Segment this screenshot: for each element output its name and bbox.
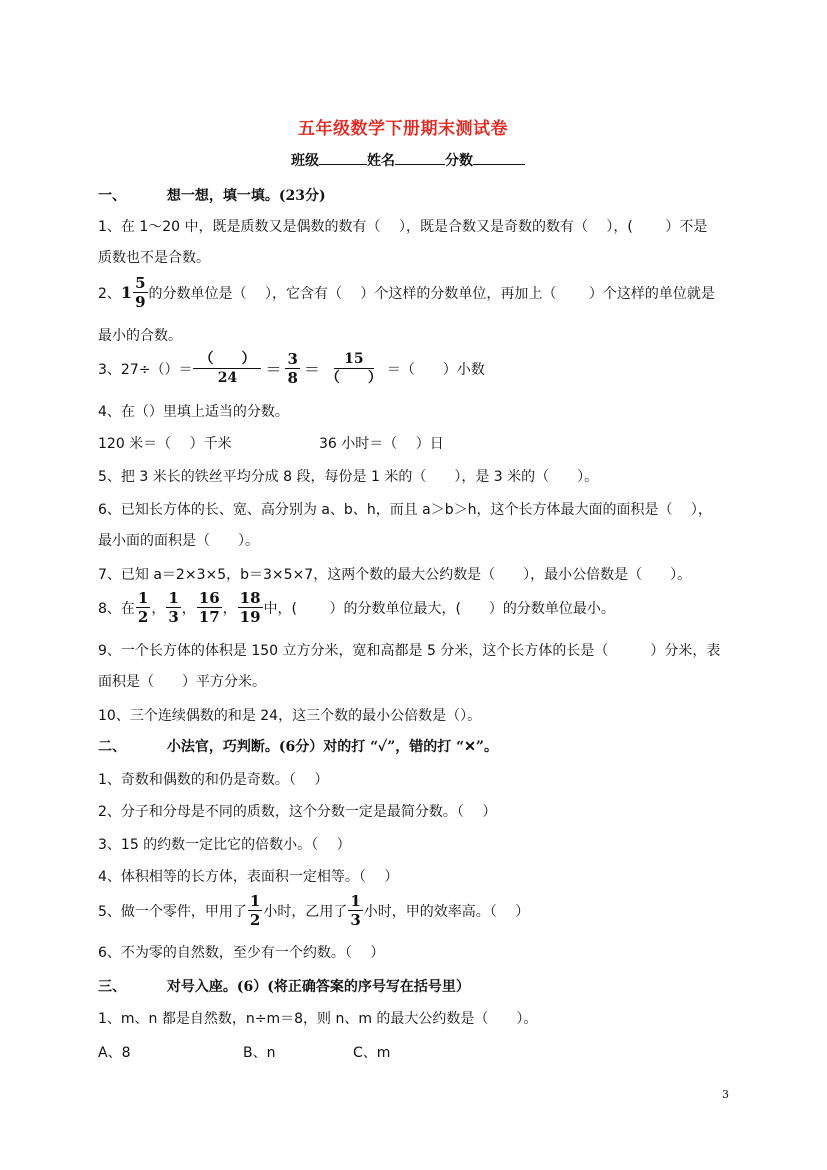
choice-option-a: A、8 [98, 1045, 131, 1061]
question-7: 7、已知 a＝2×3×5，b＝3×5×7，这两个数的最大公约数是（ ），最小公倍数是（ ）。 [98, 567, 692, 583]
numerator: （ ） [193, 350, 261, 369]
equals-sign: ＝ [265, 360, 282, 379]
mixed-whole: 1 [120, 283, 133, 302]
numerator: 1 [249, 892, 261, 910]
choice-option-b: B、n [243, 1045, 276, 1061]
score-blank[interactable] [473, 150, 525, 165]
judge-item-5 [98, 892, 529, 929]
section-3-title: 对号入座。(6）(将正确答案的序号写在括号里） [166, 979, 470, 995]
question-2-line-2: 最小的合数。 [98, 328, 182, 344]
fraction-16-17 [197, 589, 222, 626]
mixed-number [121, 274, 149, 311]
question-1-line-2: 质数也不是合数。 [98, 250, 210, 266]
denominator: 8 [287, 369, 298, 387]
section-1-heading [98, 185, 326, 205]
page-title: 五年级数学下册期末测试卷 [298, 119, 508, 139]
student-info-row [291, 150, 525, 170]
question-4-a: 120 米＝（ ）千米 [98, 436, 232, 452]
numerator: 1 [168, 589, 179, 607]
class-blank[interactable] [319, 150, 367, 165]
denominator: 3 [350, 911, 361, 929]
question-8-prefix: 8、在 [98, 600, 135, 617]
denominator: 19 [239, 608, 261, 626]
equals-sign: ＝ [303, 360, 320, 379]
question-3 [98, 350, 485, 387]
name-label: 姓名 [367, 153, 395, 169]
section-1-number: 一、 [98, 188, 126, 204]
question-6-line-1: 6、已知长方体的长、宽、高分别为 a、b、h，而且 a＞b＞h，这个长方体最大面的面积是（ ）， [98, 502, 712, 518]
judge-item-4: 4、体积相等的长方体，表面积一定相等。（ ） [98, 869, 399, 885]
section-2-title: 小法官，巧判断。(6分）对的打 “✓”，错的打 “✕”。 [166, 739, 498, 755]
fraction-1 [193, 350, 261, 387]
section-3-number: 三、 [98, 979, 126, 995]
question-3-suffix: ＝（ ）小数 [386, 361, 485, 378]
numerator: 18 [239, 589, 261, 607]
fraction-1-2 [248, 892, 262, 929]
denominator: 2 [137, 608, 149, 626]
class-label: 班级 [291, 153, 319, 169]
question-1-line-1: 1、在 1～20 中，既是质数又是偶数的数有（ ），既是合数又是奇数的数有（ ），( ）不是 [98, 219, 708, 235]
judge-item-1: 1、奇数和偶数的和仍是奇数。（ ） [98, 772, 329, 788]
question-2-text: 的分数单位是（ ），它含有（ ）个这样的分数单位，再加上（ ）个这样的单位就是 [148, 285, 715, 302]
choice-option-c: C、m [353, 1045, 391, 1061]
question-4: 4、在（）里填上适当的分数。 [98, 404, 289, 420]
name-blank[interactable] [395, 150, 445, 165]
question-8-suffix: 中，( ）的分数单位最大，( ）的分数单位最小。 [263, 600, 615, 617]
denominator: 9 [135, 293, 146, 311]
fraction-1-3 [348, 892, 362, 929]
question-2-line-1 [98, 274, 715, 311]
score-label: 分数 [445, 153, 473, 169]
question-9-line-1: 9、一个长方体的体积是 150 立方分米，宽和高都是 5 分米，这个长方体的长是（ ）分米，表 [98, 643, 721, 659]
question-5: 5、把 3 米长的铁丝平均分成 8 段，每份是 1 米的（ ），是 3 米的（ ）。 [98, 469, 599, 485]
fraction-2 [285, 350, 299, 387]
fraction [133, 274, 147, 311]
question-6-line-2: 最小面的面积是（ ）。 [98, 533, 259, 549]
fraction-1-2 [136, 589, 150, 626]
fraction-3 [324, 350, 384, 387]
judge-5-suffix: 小时，甲的效率高。（ ） [363, 903, 530, 920]
judge-item-2: 2、分子和分母是不同的质数，这个分数一定是最简分数。（ ） [98, 804, 497, 820]
question-9-line-2: 面积是（ ）平方分米。 [98, 674, 266, 690]
judge-5-prefix: 5、做一个零件，甲用了 [98, 903, 247, 920]
question-8: 8、在 $\frac{1}{2}$ ， $\frac{1}{3}$ ， $\frac{16}{17}$ ， $\frac{18}{19}$ 中，( ）的分数单位最大，( ）的分数单位最小。 [98, 589, 615, 626]
numerator: 1 [350, 892, 361, 910]
fraction-1-3 [166, 589, 180, 626]
fraction-18-19 [238, 589, 263, 626]
judge-5-middle: 小时，乙用了 [263, 903, 348, 920]
question-4-b: 36 小时＝（ ）日 [319, 436, 444, 452]
denominator: 3 [168, 608, 179, 626]
question-3-prefix: 3、27÷（）＝ [98, 361, 193, 378]
section-2-number: 二、 [98, 739, 126, 755]
numerator: 15 [334, 350, 373, 369]
page-number: 3 [722, 1088, 729, 1101]
denominator: 2 [249, 911, 261, 929]
denominator: （ ） [325, 370, 382, 386]
denominator: 24 [217, 370, 238, 386]
numerator: 16 [198, 589, 220, 607]
section-2-heading [98, 736, 498, 756]
numerator: 3 [287, 350, 298, 368]
judge-item-3: 3、15 的约数一定比它的倍数小。（ ） [98, 837, 351, 853]
question-2-number: 2、 [98, 285, 121, 302]
numerator: 1 [137, 589, 149, 607]
numerator: 5 [135, 274, 146, 292]
section-3-heading [98, 976, 470, 996]
question-10: 10、三个连续偶数的和是 24，这三个数的最小公倍数是（）。 [98, 708, 482, 724]
section-1-title: 想一想，填一填。(23分) [166, 188, 326, 204]
choice-question-1: 1、m、n 都是自然数，n÷m＝8，则 n、m 的最大公约数是（ ）。 [98, 1011, 538, 1027]
denominator: 17 [198, 608, 220, 626]
judge-item-6: 6、不为零的自然数，至少有一个约数。（ ） [98, 945, 385, 961]
